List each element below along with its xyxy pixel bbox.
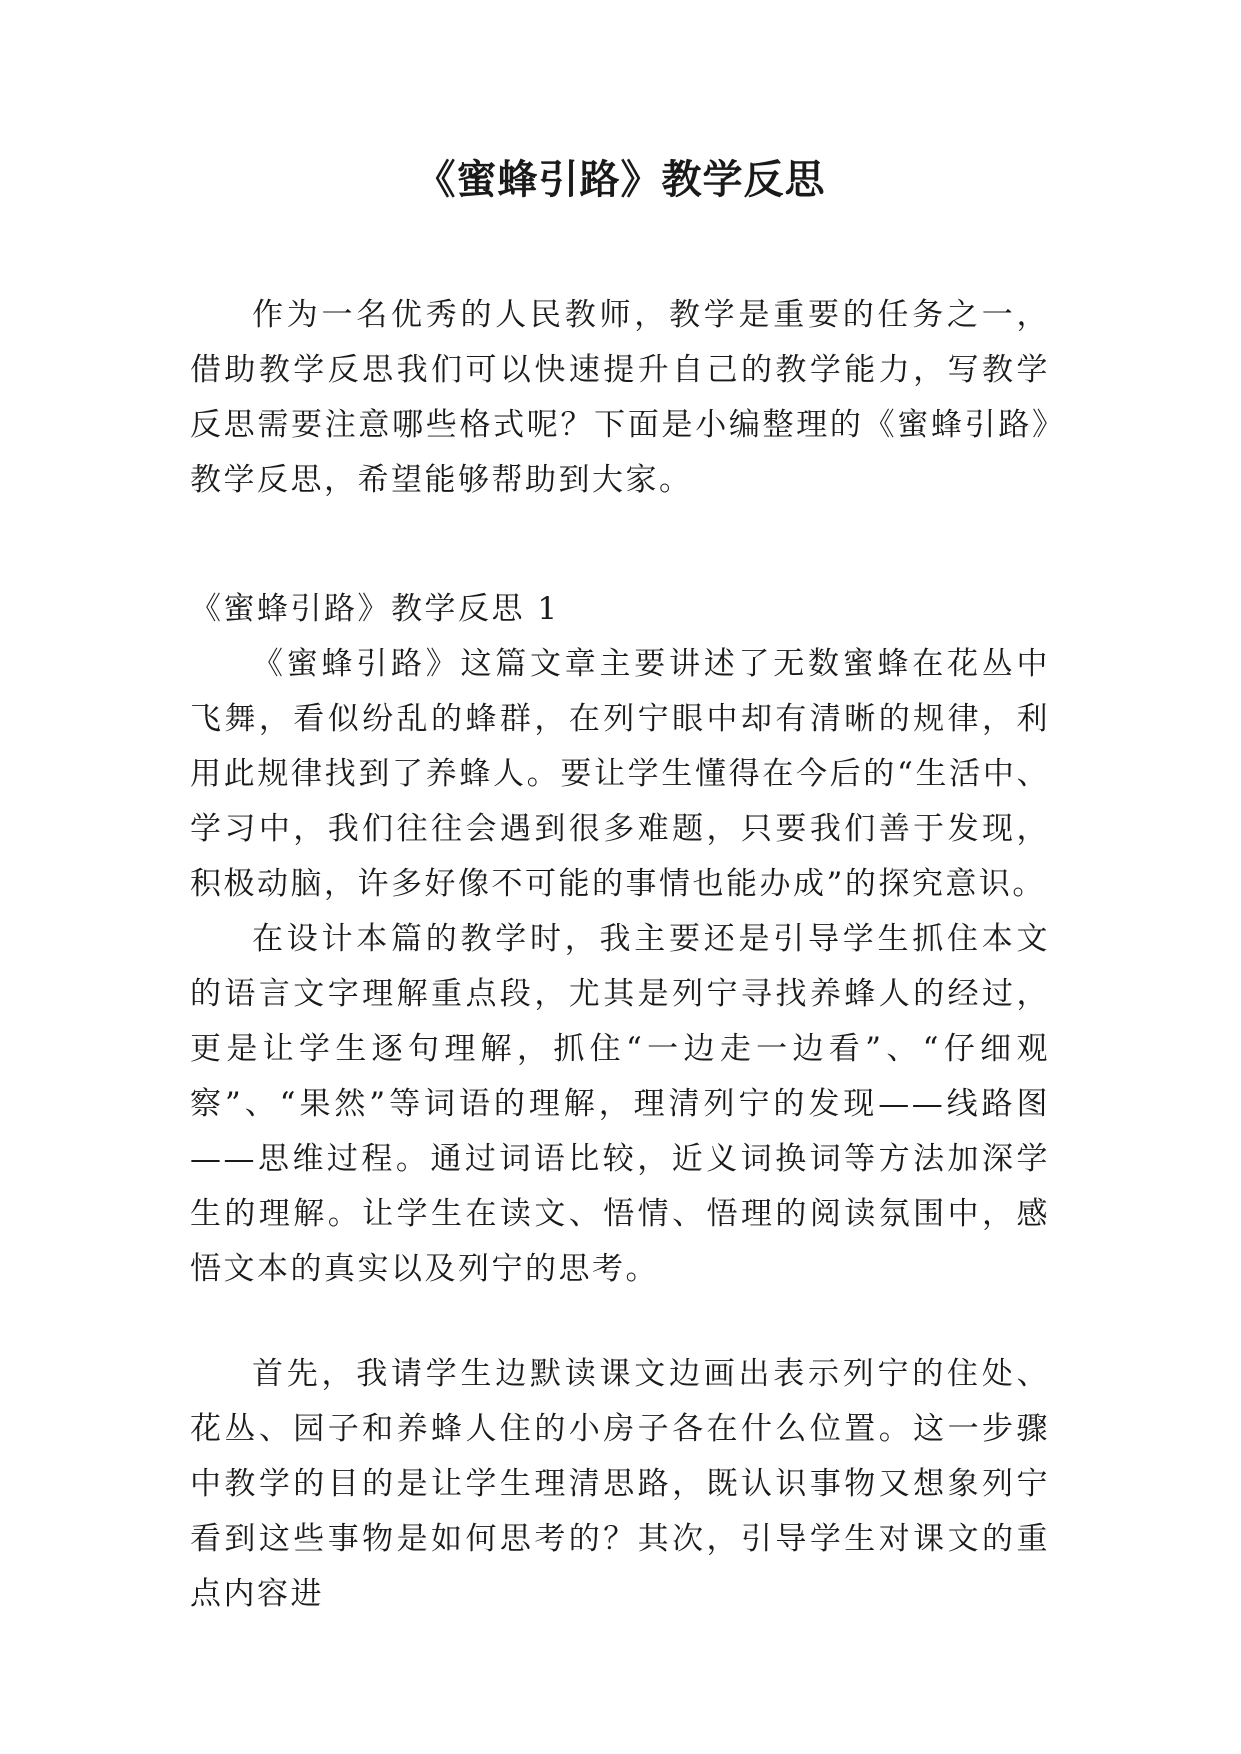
body-paragraph-3: 首先，我请学生边默读课文边画出表示列宁的住处、花丛、园子和养蜂人住的小房子各在什么位置。这一步骤中教学的目的是让学生理清思路，既认识事物又想象列宁看到这些事物是如何思考的？其次，引导学生对课文的重点内容进 xyxy=(190,1356,1050,1612)
body-paragraph-2: 在设计本篇的教学时，我主要还是引导学生抓住本文的语言文字理解重点段，尤其是列宁寻找养蜂人的经过，更是让学生逐句理解，抓住“一边走一边看”、“仔细观察”、“果然”等词语的理解，理清列宁的发现——线路图——思维过程。通过词语比较，近义词换词等方法加深学生的理解。让学生在读文、悟情、悟理的阅读氛围中，感悟文本的真实以及列宁的思考。 xyxy=(190,921,1050,1287)
document-title: 《蜜蜂引路》教学反思 xyxy=(415,157,826,203)
body-paragraph-1: 《蜜蜂引路》这篇文章主要讲述了无数蜜蜂在花丛中飞舞，看似纷乱的蜂群，在列宁眼中却有清晰的规律，利用此规律找到了养蜂人。要让学生懂得在今后的“生活中、学习中，我们往往会遇到很多难题，只要我们善于发现，积极动脑，许多好像不可能的事情也能办成”的探究意识。 xyxy=(190,646,1050,902)
intro-paragraph: 作为一名优秀的人民教师，教学是重要的任务之一，借助教学反思我们可以快速提升自己的教学能力，写教学反思需要注意哪些格式呢？下面是小编整理的《蜜蜂引路》教学反思，希望能够帮助到大家。 xyxy=(190,297,1050,498)
section-heading: 《蜜蜂引路》教学反思 1 xyxy=(190,591,560,627)
